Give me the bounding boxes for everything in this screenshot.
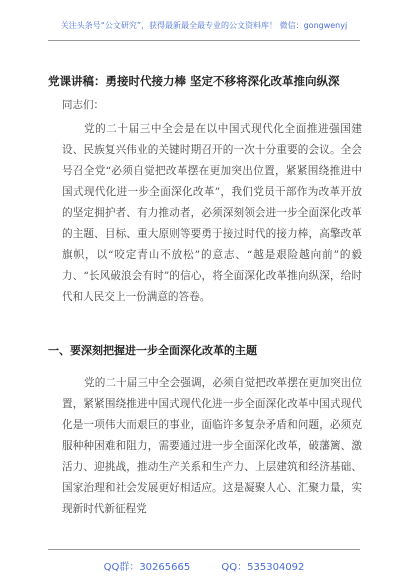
header-rule: [48, 40, 360, 41]
header-note: 关注头条号“公文研究”，获得最新最全最专业的公文资料库！ 微信：gongwenyj: [60, 21, 348, 30]
footer-qq-group: QQ群：30265665: [103, 562, 191, 573]
footer: [0, 558, 408, 573]
paragraph-2: 党的二十届三中全会强调，必须自觉把改革摆在更加突出位置，紧紧围绕推进中国式现代化进一步全面深化改革中国式现代化是一项伟大而艰巨的事业，面临许多复杂矛盾和问题，必须克服种种困难和阻力，需要通过进一步全面深化改革，破藩篱、激活力、迎挑战，推动生产关系和生产力、上层建筑和经济基础、国家治理和社会发展更好相适应。这是凝聚人心、汇聚力量，实现新时代新征程党: [62, 377, 362, 515]
document-title: 党课讲稿：勇接时代接力棒 坚定不移将深化改革推向纵深: [48, 74, 340, 88]
salutation: 同志们：: [62, 99, 104, 111]
paragraph-1: 党的二十届三中全会是在以中国式现代化全面推进强国建设、民族复兴伟业的关键时期召开的一次十分重要的会议。全会号召全党“必须自觉把改革摆在更加突出位置，紧紧围绕推进中国式现代化进一步全面深化改革”，我们党员干部作为改革开放的坚定拥护者、有力推动者，必须深刻领会进一步全面深化改革的主题、目标、重大原则等要勇于接过时代的接力棒，高擎改革旗帜，以“咬定青山不放松”的意志、“越是艰险越向前”的毅力、“长风破浪会有时”的信心，将全面深化改革推向纵深，给时代和人民交上一份满意的答卷。: [62, 123, 362, 303]
footer-qq: QQ：535304092: [221, 562, 305, 573]
section-heading: 一、要深刻把握进一步全面深化改革的主题: [48, 344, 257, 357]
footer-rule: [48, 549, 360, 550]
